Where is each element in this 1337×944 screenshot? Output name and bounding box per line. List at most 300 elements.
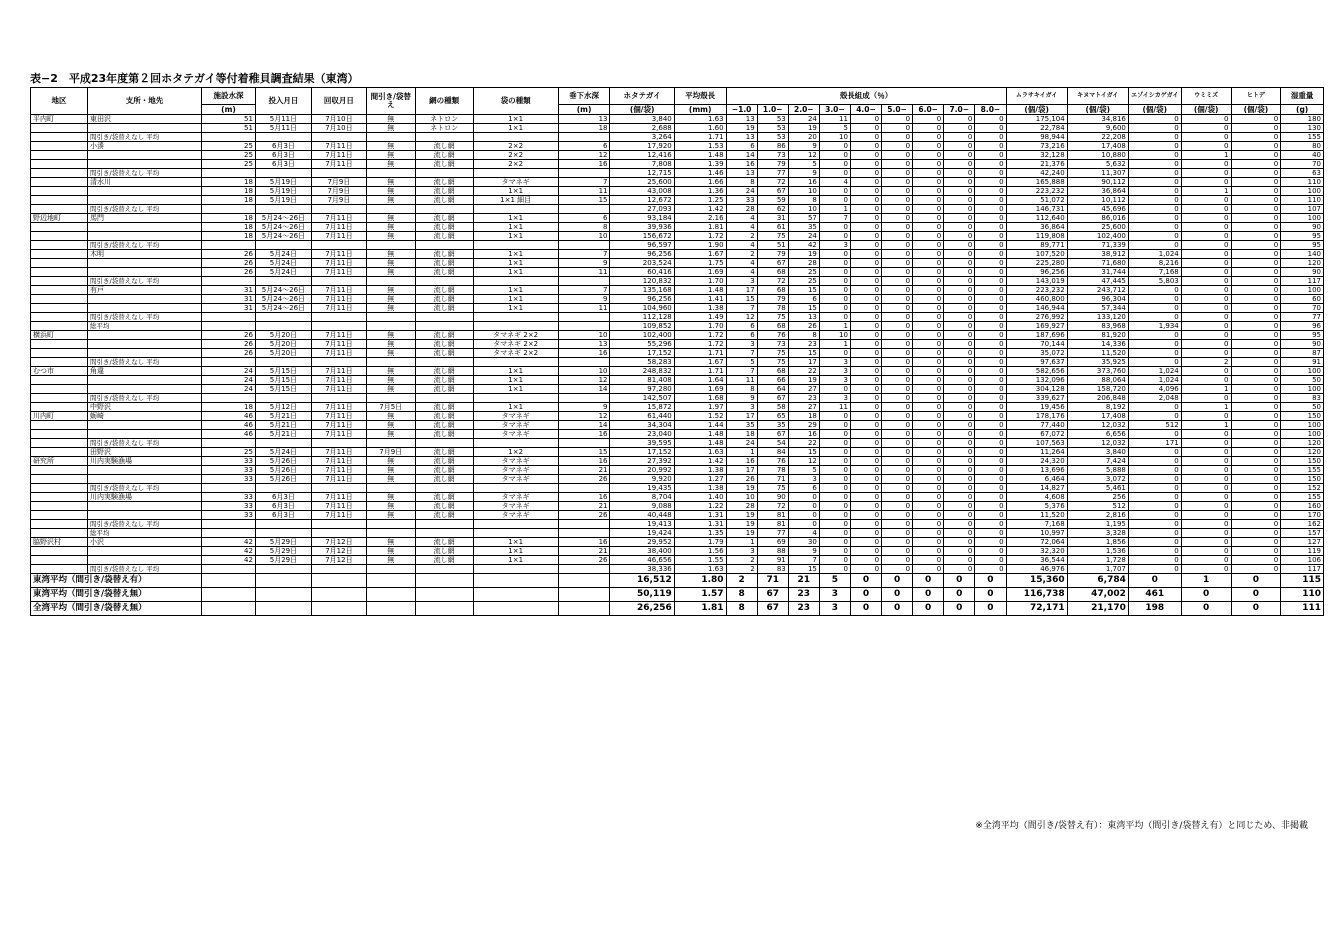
- recover-date-cell: [311, 205, 366, 214]
- branch-cell: 間引き/袋替えなし 平均: [88, 205, 202, 214]
- bag-type-cell: 1×1: [473, 367, 558, 376]
- table-row: [31, 151, 1324, 160]
- area-cell: 研究所: [31, 457, 88, 466]
- empty-cell: [558, 588, 610, 602]
- species3-cell: 0: [1128, 412, 1181, 421]
- empty-cell: [473, 588, 558, 602]
- table-row: [31, 457, 1324, 466]
- area-cell: [31, 142, 88, 151]
- composition-cell: 6: [726, 142, 757, 151]
- composition-cell: 72: [757, 178, 788, 187]
- weight-cell: 91: [1281, 358, 1324, 367]
- scallop-count-cell: 25,600: [610, 178, 674, 187]
- composition-cell: 4: [726, 259, 757, 268]
- thin-cell: 無: [366, 142, 415, 151]
- branch-cell: 間引き/袋替えなし 平均: [88, 520, 202, 529]
- branch-cell: 間引き/袋替えなし 平均: [88, 484, 202, 493]
- composition-cell: 0: [819, 511, 850, 520]
- scallop-count-cell: 12,416: [610, 151, 674, 160]
- species1-cell: 132,096: [1006, 376, 1067, 385]
- area-cell: [31, 178, 88, 187]
- species5-cell: 0: [1231, 520, 1281, 529]
- composition-cell: 0: [913, 205, 944, 214]
- hang-depth-cell: 21: [558, 502, 610, 511]
- composition-cell: 20: [788, 133, 819, 142]
- composition-cell: 0: [913, 493, 944, 502]
- recover-date-cell: 7月11日: [311, 151, 366, 160]
- species5-cell: 0: [1231, 259, 1281, 268]
- species3-cell: 0: [1128, 133, 1181, 142]
- area-cell: [31, 547, 88, 556]
- depth-cell: 33: [202, 475, 256, 484]
- table-row: [31, 358, 1324, 367]
- table-row: [31, 439, 1324, 448]
- composition-cell: 0: [913, 169, 944, 178]
- composition-cell: 28: [788, 259, 819, 268]
- branch-cell: [88, 511, 202, 520]
- composition-cell: 67: [757, 588, 788, 602]
- composition-cell: 0: [975, 205, 1006, 214]
- col-len: 平均殻長: [674, 88, 726, 105]
- composition-cell: 14: [726, 151, 757, 160]
- branch-cell: [88, 223, 202, 232]
- species1-cell: 22,784: [1006, 124, 1067, 133]
- composition-cell: 0: [975, 115, 1006, 124]
- composition-cell: 0: [944, 286, 975, 295]
- species5-cell: 0: [1231, 133, 1281, 142]
- composition-cell: 0: [819, 547, 850, 556]
- composition-cell: 0: [850, 412, 881, 421]
- species5-cell: 0: [1231, 151, 1281, 160]
- composition-cell: 81: [757, 520, 788, 529]
- scallop-count-cell: 156,672: [610, 232, 674, 241]
- deploy-date-cell: 5月20日: [255, 331, 311, 340]
- composition-cell: 68: [757, 268, 788, 277]
- deploy-date-cell: 5月12日: [255, 403, 311, 412]
- weight-cell: 40: [1281, 151, 1324, 160]
- deploy-date-cell: [255, 205, 311, 214]
- depth-cell: [202, 169, 256, 178]
- composition-cell: 3: [726, 277, 757, 286]
- thin-cell: 無: [366, 421, 415, 430]
- composition-cell: 0: [882, 565, 913, 574]
- species4-cell: 0: [1181, 448, 1231, 457]
- composition-cell: 0: [944, 466, 975, 475]
- thin-cell: 無: [366, 250, 415, 259]
- composition-cell: 0: [882, 574, 913, 588]
- composition-cell: 16: [788, 430, 819, 439]
- species5-cell: 0: [1231, 160, 1281, 169]
- species4-cell: 0: [1181, 367, 1231, 376]
- deploy-date-cell: 5月20日: [255, 349, 311, 358]
- species4-cell: 0: [1181, 588, 1231, 602]
- mean-length-cell: 1.63: [674, 565, 726, 574]
- table-row: [31, 286, 1324, 295]
- species1-cell: 89,771: [1006, 241, 1067, 250]
- area-cell: [31, 268, 88, 277]
- composition-cell: 0: [882, 520, 913, 529]
- table-row: [31, 511, 1324, 520]
- mean-length-cell: 1.48: [674, 430, 726, 439]
- depth-cell: [202, 484, 256, 493]
- composition-cell: 23: [788, 340, 819, 349]
- composition-cell: 0: [819, 250, 850, 259]
- hang-depth-cell: 16: [558, 349, 610, 358]
- mean-length-cell: 1.36: [674, 187, 726, 196]
- species2-cell: 83,968: [1067, 322, 1128, 331]
- area-cell: [31, 196, 88, 205]
- area-cell: [31, 439, 88, 448]
- composition-cell: 10: [726, 493, 757, 502]
- composition-cell: 0: [975, 574, 1006, 588]
- composition-cell: 0: [944, 430, 975, 439]
- hang-depth-cell: [558, 484, 610, 493]
- species4-cell: 0: [1181, 439, 1231, 448]
- composition-cell: 0: [975, 304, 1006, 313]
- scallop-count-cell: 9,920: [610, 475, 674, 484]
- branch-cell: [88, 556, 202, 565]
- hang-depth-cell: 9: [558, 259, 610, 268]
- depth-cell: 18: [202, 196, 256, 205]
- species3-cell: 198: [1128, 602, 1181, 616]
- weight-cell: 119: [1281, 547, 1324, 556]
- composition-cell: 13: [726, 115, 757, 124]
- composition-cell: 0: [944, 574, 975, 588]
- composition-cell: 0: [975, 475, 1006, 484]
- branch-cell: 間引き/袋替えなし 平均: [88, 277, 202, 286]
- composition-cell: 0: [850, 358, 881, 367]
- composition-cell: 0: [819, 169, 850, 178]
- composition-cell: 0: [850, 385, 881, 394]
- composition-cell: 0: [913, 385, 944, 394]
- species4-cell: 0: [1181, 484, 1231, 493]
- bag-type-cell: タマネギ 2×2: [473, 340, 558, 349]
- species1-cell: 96,256: [1006, 268, 1067, 277]
- table-row: [31, 259, 1324, 268]
- recover-date-cell: 7月11日: [311, 385, 366, 394]
- branch-cell: 蛎崎: [88, 412, 202, 421]
- bag-type-cell: タマネギ 2×2: [473, 331, 558, 340]
- mean-length-cell: 1.39: [674, 160, 726, 169]
- composition-cell: 0: [850, 394, 881, 403]
- weight-cell: 95: [1281, 331, 1324, 340]
- depth-cell: [202, 205, 256, 214]
- branch-cell: 間引き/袋替えなし 平均: [88, 394, 202, 403]
- net-type-cell: [415, 520, 473, 529]
- weight-cell: 155: [1281, 133, 1324, 142]
- composition-cell: 0: [913, 286, 944, 295]
- thin-cell: 無: [366, 340, 415, 349]
- species2-cell: 22,208: [1067, 133, 1128, 142]
- composition-cell: 0: [850, 403, 881, 412]
- composition-cell: 17: [726, 412, 757, 421]
- composition-cell: 13: [726, 169, 757, 178]
- species2-cell: 21,170: [1067, 602, 1128, 616]
- deploy-date-cell: 5月24〜26日: [255, 295, 311, 304]
- species1-cell: 10,997: [1006, 529, 1067, 538]
- hang-depth-cell: 26: [558, 556, 610, 565]
- composition-cell: 1: [726, 538, 757, 547]
- species1-cell: 21,376: [1006, 160, 1067, 169]
- weight-cell: 100: [1281, 214, 1324, 223]
- area-cell: [31, 250, 88, 259]
- mean-length-cell: 1.80: [674, 574, 726, 588]
- weight-cell: 170: [1281, 511, 1324, 520]
- depth-cell: [202, 439, 256, 448]
- weight-cell: 155: [1281, 493, 1324, 502]
- composition-cell: 15: [788, 286, 819, 295]
- summary-label: 東湾平均（間引き/袋替え有）: [31, 574, 202, 588]
- composition-cell: 67: [757, 187, 788, 196]
- composition-cell: 0: [944, 232, 975, 241]
- recover-date-cell: 7月11日: [311, 214, 366, 223]
- composition-cell: 7: [819, 214, 850, 223]
- composition-cell: 0: [913, 340, 944, 349]
- species2-cell: 7,424: [1067, 457, 1128, 466]
- species2-cell: 3,840: [1067, 448, 1128, 457]
- composition-cell: 0: [819, 529, 850, 538]
- comp-bin-header: 4.0−: [850, 105, 881, 115]
- hang-depth-cell: 9: [558, 295, 610, 304]
- composition-cell: 0: [819, 385, 850, 394]
- composition-cell: 61: [757, 223, 788, 232]
- footnote: ※全湾平均（間引き/袋替え有）：東湾平均（間引き/袋替え有）と同じため、非掲載: [975, 821, 1308, 831]
- table-row: [31, 340, 1324, 349]
- scallop-count-cell: 97,280: [610, 385, 674, 394]
- deploy-date-cell: 5月24〜26日: [255, 232, 311, 241]
- composition-cell: 53: [757, 133, 788, 142]
- composition-cell: 6: [726, 322, 757, 331]
- composition-cell: 0: [913, 295, 944, 304]
- species5-cell: 0: [1231, 295, 1281, 304]
- mean-length-cell: 1.48: [674, 439, 726, 448]
- composition-cell: 0: [850, 187, 881, 196]
- composition-cell: 3: [788, 475, 819, 484]
- mean-length-cell: 1.69: [674, 268, 726, 277]
- composition-cell: 68: [757, 367, 788, 376]
- mean-length-cell: 1.70: [674, 277, 726, 286]
- unit-hang: (m): [558, 105, 610, 115]
- deploy-date-cell: 5月21日: [255, 430, 311, 439]
- composition-cell: 0: [913, 588, 944, 602]
- deploy-date-cell: 5月24〜26日: [255, 223, 311, 232]
- area-cell: 横浜町: [31, 331, 88, 340]
- depth-cell: 26: [202, 268, 256, 277]
- branch-cell: 間引き/袋替えなし 平均: [88, 439, 202, 448]
- col-recover: 回収月日: [311, 88, 366, 115]
- scallop-count-cell: 112,128: [610, 313, 674, 322]
- table-row: [31, 133, 1324, 142]
- species5-cell: 0: [1231, 547, 1281, 556]
- thin-cell: [366, 277, 415, 286]
- composition-cell: 3: [819, 588, 850, 602]
- area-cell: [31, 133, 88, 142]
- composition-cell: 7: [726, 304, 757, 313]
- composition-cell: 0: [913, 196, 944, 205]
- species3-cell: 1,024: [1128, 376, 1181, 385]
- hang-depth-cell: 15: [558, 196, 610, 205]
- composition-cell: 67: [757, 259, 788, 268]
- branch-cell: [88, 466, 202, 475]
- weight-cell: 120: [1281, 448, 1324, 457]
- branch-cell: 中野沢: [88, 403, 202, 412]
- scallop-count-cell: 40,448: [610, 511, 674, 520]
- recover-date-cell: [311, 394, 366, 403]
- composition-cell: 0: [882, 214, 913, 223]
- hang-depth-cell: [558, 322, 610, 331]
- composition-cell: 0: [850, 556, 881, 565]
- bag-type-cell: 1×1: [473, 547, 558, 556]
- branch-cell: [88, 295, 202, 304]
- species1-cell: 119,808: [1006, 232, 1067, 241]
- area-cell: [31, 421, 88, 430]
- species5-cell: 0: [1231, 304, 1281, 313]
- composition-cell: 0: [913, 133, 944, 142]
- composition-cell: 0: [975, 403, 1006, 412]
- depth-cell: [202, 313, 256, 322]
- species3-cell: 512: [1128, 421, 1181, 430]
- deploy-date-cell: [255, 439, 311, 448]
- species4-cell: 0: [1181, 178, 1231, 187]
- weight-cell: 96: [1281, 322, 1324, 331]
- composition-cell: 0: [819, 223, 850, 232]
- weight-cell: 150: [1281, 412, 1324, 421]
- composition-cell: 0: [882, 205, 913, 214]
- table-row: [31, 430, 1324, 439]
- species1-cell: 339,627: [1006, 394, 1067, 403]
- bag-type-cell: タマネギ: [473, 466, 558, 475]
- species3-cell: 0: [1128, 430, 1181, 439]
- composition-cell: 0: [882, 421, 913, 430]
- net-type-cell: [415, 277, 473, 286]
- hang-depth-cell: 6: [558, 142, 610, 151]
- weight-cell: 50: [1281, 403, 1324, 412]
- composition-cell: 0: [944, 502, 975, 511]
- composition-cell: 53: [757, 124, 788, 133]
- area-cell: [31, 313, 88, 322]
- bag-type-cell: [473, 133, 558, 142]
- weight-cell: 60: [1281, 295, 1324, 304]
- table-row: [31, 295, 1324, 304]
- weight-cell: 90: [1281, 223, 1324, 232]
- species1-cell: 19,456: [1006, 403, 1067, 412]
- col-branch: 支所・地先: [88, 88, 202, 115]
- thin-cell: [366, 358, 415, 367]
- composition-cell: 0: [913, 160, 944, 169]
- composition-cell: 0: [913, 502, 944, 511]
- species1-cell: 6,464: [1006, 475, 1067, 484]
- scallop-count-cell: 17,920: [610, 142, 674, 151]
- composition-cell: 0: [944, 412, 975, 421]
- composition-cell: 0: [819, 493, 850, 502]
- weight-cell: 100: [1281, 367, 1324, 376]
- hang-depth-cell: 15: [558, 448, 610, 457]
- depth-cell: 25: [202, 160, 256, 169]
- composition-cell: 0: [882, 511, 913, 520]
- species5-cell: 0: [1231, 412, 1281, 421]
- species1-cell: 223,232: [1006, 286, 1067, 295]
- composition-cell: 76: [757, 331, 788, 340]
- composition-cell: 31: [757, 214, 788, 223]
- net-type-cell: [415, 565, 473, 574]
- composition-cell: 0: [975, 268, 1006, 277]
- composition-cell: 0: [850, 493, 881, 502]
- species5-cell: 0: [1231, 322, 1281, 331]
- recover-date-cell: [311, 358, 366, 367]
- species1-cell: 165,888: [1006, 178, 1067, 187]
- deploy-date-cell: 5月15日: [255, 385, 311, 394]
- composition-cell: 0: [850, 475, 881, 484]
- empty-cell: [558, 602, 610, 616]
- composition-cell: 0: [819, 349, 850, 358]
- branch-cell: 小沢: [88, 538, 202, 547]
- recover-date-cell: 7月11日: [311, 295, 366, 304]
- composition-cell: 33: [726, 196, 757, 205]
- thin-cell: 無: [366, 304, 415, 313]
- composition-cell: 71: [757, 574, 788, 588]
- table-title: 表−2 平成23年度第２回ホタテガイ等付着稚貝調査結果（東湾）: [30, 72, 359, 85]
- bag-type-cell: タマネギ: [473, 412, 558, 421]
- species3-cell: 1,934: [1128, 322, 1181, 331]
- composition-cell: 15: [788, 349, 819, 358]
- composition-cell: 9: [788, 142, 819, 151]
- composition-cell: 0: [819, 232, 850, 241]
- composition-cell: 0: [975, 565, 1006, 574]
- species1-cell: 169,927: [1006, 322, 1067, 331]
- composition-cell: 0: [944, 385, 975, 394]
- composition-cell: 0: [819, 277, 850, 286]
- species3-cell: 0: [1128, 466, 1181, 475]
- composition-cell: 23: [788, 394, 819, 403]
- composition-cell: 0: [850, 196, 881, 205]
- net-type-cell: 流し網: [415, 556, 473, 565]
- area-cell: [31, 502, 88, 511]
- scallop-count-cell: 9,088: [610, 502, 674, 511]
- hang-depth-cell: [558, 529, 610, 538]
- thin-cell: 無: [366, 538, 415, 547]
- composition-cell: 0: [944, 268, 975, 277]
- recover-date-cell: 7月10日: [311, 124, 366, 133]
- thin-cell: [366, 169, 415, 178]
- composition-cell: 0: [850, 376, 881, 385]
- mean-length-cell: 1.41: [674, 295, 726, 304]
- species5-cell: 0: [1231, 565, 1281, 574]
- composition-cell: 27: [788, 385, 819, 394]
- species3-cell: 0: [1128, 493, 1181, 502]
- depth-cell: 51: [202, 124, 256, 133]
- recover-date-cell: 7月9日: [311, 196, 366, 205]
- thin-cell: 無: [366, 457, 415, 466]
- bag-type-cell: タマネギ: [473, 421, 558, 430]
- composition-cell: 6: [788, 295, 819, 304]
- species4-cell: 0: [1181, 232, 1231, 241]
- composition-cell: 21: [788, 574, 819, 588]
- species3-cell: 0: [1128, 556, 1181, 565]
- species2-cell: 86,016: [1067, 214, 1128, 223]
- composition-cell: 69: [757, 538, 788, 547]
- recover-date-cell: [311, 439, 366, 448]
- net-type-cell: 流し網: [415, 196, 473, 205]
- deploy-date-cell: [255, 529, 311, 538]
- weight-cell: 120: [1281, 259, 1324, 268]
- species3-cell: 0: [1128, 169, 1181, 178]
- hang-depth-cell: [558, 439, 610, 448]
- area-cell: [31, 376, 88, 385]
- species2-cell: 71,680: [1067, 259, 1128, 268]
- composition-cell: 0: [913, 250, 944, 259]
- scallop-count-cell: 120,832: [610, 277, 674, 286]
- hang-depth-cell: 10: [558, 367, 610, 376]
